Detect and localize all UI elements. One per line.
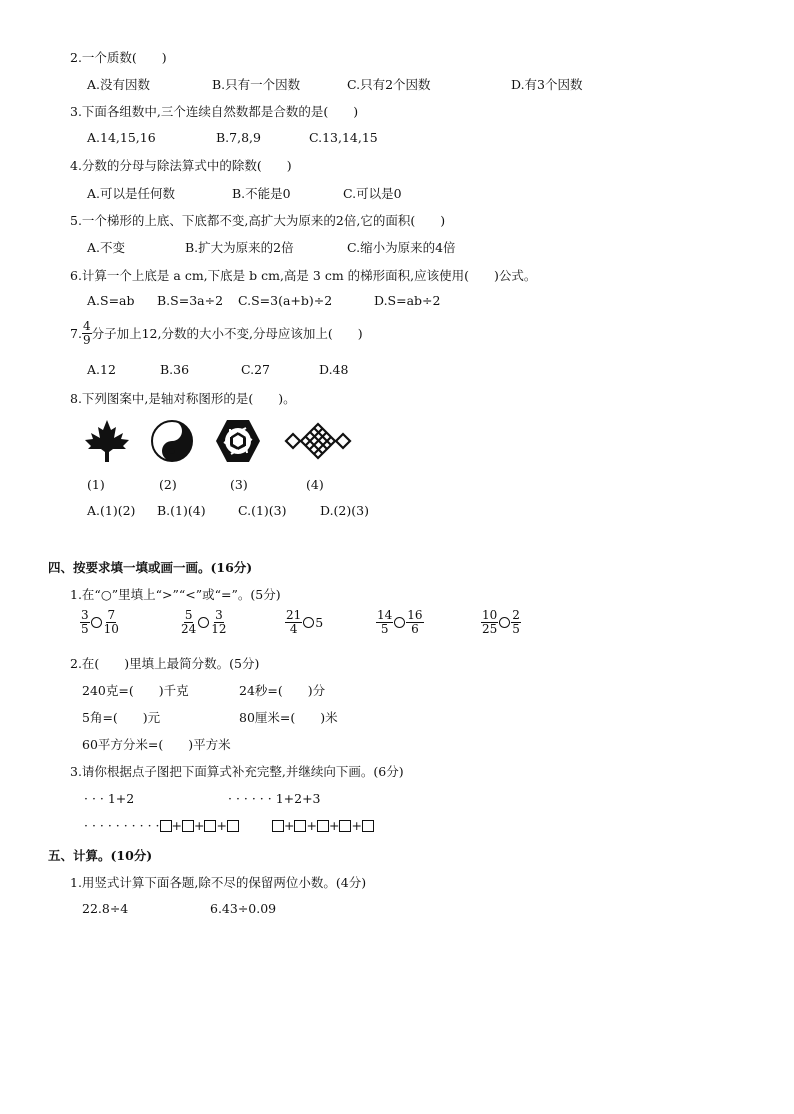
q7-option-d: D.48 <box>319 362 349 377</box>
section4-title: 四、按要求填一填或画一画。(16分) <box>48 560 253 575</box>
num: 10 <box>482 608 498 622</box>
num: 3 <box>215 608 223 622</box>
den: 4 <box>289 621 298 636</box>
answer-box[interactable] <box>362 820 374 832</box>
q4-option-c: C.可以是0 <box>343 186 402 201</box>
answer-box[interactable] <box>317 820 329 832</box>
maple-leaf-icon <box>83 418 131 464</box>
den: 12 <box>211 621 227 636</box>
q2-stem: 2.一个质数( ) <box>70 50 167 65</box>
compare-circle-2[interactable] <box>198 617 209 628</box>
den: 10 <box>103 621 119 636</box>
num: 5 <box>184 608 193 622</box>
q2-option-d: D.有3个因数 <box>511 77 583 92</box>
s5-p1-stem: 1.用竖式计算下面各题,除不尽的保留两位小数。(4分) <box>70 875 367 890</box>
compare-2-left <box>180 609 197 635</box>
fill-item-1: 240克=( )千克 <box>82 683 189 698</box>
compare-circle-5[interactable] <box>499 617 510 628</box>
dots: · · · · · · <box>228 791 276 806</box>
q4-option-a: A.可以是任何数 <box>87 186 176 201</box>
yin-yang-icon <box>150 419 194 463</box>
dots: · · · · · · · · · · <box>84 818 160 833</box>
q7-option-b: B.36 <box>160 362 190 377</box>
dot-row-2-right <box>272 818 374 833</box>
plus: + <box>216 818 227 833</box>
den: 5 <box>380 621 389 636</box>
expr: 1+2 <box>107 791 135 806</box>
q7-frac-den: 9 <box>82 332 91 347</box>
q8-option-c: C.(1)(3) <box>238 503 287 518</box>
plus: + <box>306 818 317 833</box>
q3-option-a: A.14,15,16 <box>87 130 156 145</box>
q6-option-b: B.S=3a÷2 <box>157 293 224 308</box>
q7-option-c: C.27 <box>241 362 270 377</box>
calc-item-1: 22.8÷4 <box>82 901 129 916</box>
q4-option-b: B.不能是0 <box>232 186 291 201</box>
answer-box[interactable] <box>160 820 172 832</box>
q6-option-c: C.S=3(a+b)÷2 <box>238 293 333 308</box>
endless-knot-icon <box>282 421 354 461</box>
q3-option-c: C.13,14,15 <box>309 130 378 145</box>
answer-box[interactable] <box>272 820 284 832</box>
answer-box[interactable] <box>339 820 351 832</box>
den: 5 <box>512 621 520 636</box>
q8-stem: 8.下列图案中,是轴对称图形的是( )。 <box>70 391 296 406</box>
den: 6 <box>411 621 419 636</box>
plus: + <box>328 818 340 833</box>
compare-4-left <box>376 609 393 635</box>
q2-option-c: C.只有2个因数 <box>347 77 431 92</box>
q7-option-a: A.12 <box>87 362 116 377</box>
num: 2 <box>512 608 520 622</box>
compare-4-right <box>406 609 423 635</box>
dot-row-2-left <box>84 818 239 833</box>
fill-item-5: 60平方分米=( )平方米 <box>82 737 231 752</box>
dot-row-1-right <box>228 791 321 806</box>
q7-stem-line <box>70 320 363 346</box>
compare-item-3 <box>285 609 323 635</box>
compare-3-right: 5 <box>315 614 324 630</box>
q5-option-a: A.不变 <box>87 240 126 255</box>
fill-item-4: 80厘米=( )米 <box>239 710 338 725</box>
num: 21 <box>286 608 302 622</box>
compare-5-right <box>511 609 521 635</box>
compare-item-1 <box>80 609 120 635</box>
section5-title: 五、计算。(10分) <box>48 848 153 863</box>
den: 24 <box>181 621 197 636</box>
fill-item-2: 24秒=( )分 <box>239 683 326 698</box>
plus: + <box>171 818 182 833</box>
plus: + <box>351 818 362 833</box>
q8-option-a: A.(1)(2) <box>87 503 136 518</box>
compare-item-4 <box>376 609 424 635</box>
q7-frac-num: 4 <box>82 319 91 333</box>
compare-item-5 <box>481 609 521 635</box>
q8-option-d: D.(2)(3) <box>320 503 369 518</box>
q5-option-b: B.扩大为原来的2倍 <box>185 240 294 255</box>
q5-stem: 5.一个梯形的上底、下底都不变,高扩大为原来的2倍,它的面积( ) <box>70 213 446 228</box>
compare-3-left <box>285 609 302 635</box>
q2-option-a: A.没有因数 <box>87 77 151 92</box>
q5-option-c: C.缩小为原来的4倍 <box>347 240 456 255</box>
fill-item-3: 5角=( )元 <box>82 710 161 725</box>
s4-p1-stem: 1.在“○”里填上“>”“<”或“=”。(5分) <box>70 587 281 602</box>
q8-icon-label-4: (4) <box>306 477 324 492</box>
calc-item-2: 6.43÷0.09 <box>210 901 277 916</box>
q7-stem: 分子加上12,分数的大小不变,分母应该加上( ) <box>91 326 363 342</box>
q6-option-d: D.S=ab÷2 <box>374 293 441 308</box>
compare-circle-4[interactable] <box>394 617 405 628</box>
plus: + <box>193 818 205 833</box>
q8-icon-label-2: (2) <box>159 477 177 492</box>
s4-p2-stem: 2.在( )里填上最简分数。(5分) <box>70 656 260 671</box>
den: 5 <box>81 621 89 636</box>
num: 7 <box>107 608 116 622</box>
expr: 1+2+3 <box>275 791 321 806</box>
plus: + <box>284 818 295 833</box>
compare-2-right <box>210 609 227 635</box>
answer-box[interactable] <box>227 820 239 832</box>
answer-box[interactable] <box>294 820 306 832</box>
q8-icon-label-3: (3) <box>230 477 248 492</box>
answer-box[interactable] <box>182 820 194 832</box>
q8-option-b: B.(1)(4) <box>157 503 206 518</box>
num: 3 <box>81 608 89 622</box>
compare-circle-3[interactable] <box>303 617 314 628</box>
compare-item-2 <box>180 609 228 635</box>
answer-box[interactable] <box>204 820 216 832</box>
q7-prefix: 7. <box>70 325 82 341</box>
compare-circle-1[interactable] <box>91 617 102 628</box>
compare-1-right <box>103 609 120 635</box>
compare-1-left <box>80 609 90 635</box>
q6-stem: 6.计算一个上底是 a cm,下底是 b cm,高是 3 cm 的梯形面积,应该使用( )公式。 <box>70 268 537 283</box>
q6-option-a: A.S=ab <box>87 293 135 308</box>
hexagon-aperture-icon <box>214 418 262 464</box>
q7-fraction <box>82 320 92 346</box>
num: 16 <box>407 608 423 622</box>
q3-stem: 3.下面各组数中,三个连续自然数都是合数的是( ) <box>70 104 359 119</box>
q3-option-b: B.7,8,9 <box>216 130 261 145</box>
dot-row-1-left <box>84 791 134 806</box>
compare-5-left <box>481 609 498 635</box>
den: 25 <box>482 621 498 636</box>
q4-stem: 4.分数的分母与除法算式中的除数( ) <box>70 158 292 173</box>
q2-option-b: B.只有一个因数 <box>212 77 301 92</box>
q8-icon-label-1: (1) <box>87 477 105 492</box>
s4-p3-stem: 3.请你根据点子图把下面算式补充完整,并继续向下画。(6分) <box>70 764 404 779</box>
dots: · · · <box>84 791 108 806</box>
num: 14 <box>377 608 393 622</box>
